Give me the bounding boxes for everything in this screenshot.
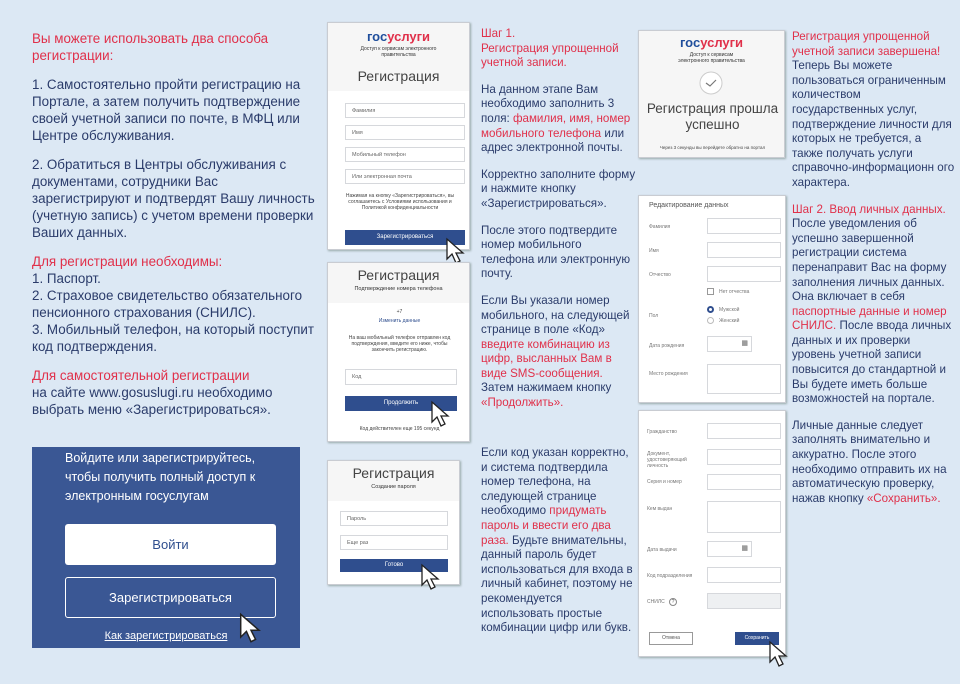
password-text: [481, 446, 636, 648]
redirect-note: Через 3 секунды вы перейдете обратно на портал: [659, 145, 766, 150]
paragraph: [481, 168, 636, 212]
password-title: Регистрация: [352, 465, 435, 481]
highlighted-text: Вы можете использовать два способа регистрации:: [32, 31, 269, 63]
cursor-icon: [768, 640, 790, 668]
body-text: 1. Паспорт. 2. Страховое свидетельство обязательного пенсионного страхования (СНИЛС). 3. Мобильный телефон, на который поступит код подтверждения.: [32, 271, 315, 354]
label-issue-date: Дата выдачи: [647, 547, 677, 553]
highlighted-text: Шаг 2. Ввод личных данных.: [792, 202, 946, 216]
gosuslugi-logo: [639, 35, 784, 50]
issue-date-input[interactable]: [707, 541, 752, 557]
step1-text: [481, 27, 636, 423]
confirm-subtitle: Подтверждение номера телефона: [354, 286, 443, 292]
body-text: После этого подтвердите номер мобильного телефона или электронную почту.: [481, 223, 631, 281]
step2-text: [792, 30, 955, 518]
label-document: Документ, удостоверяющий личность: [647, 451, 687, 469]
paragraph: [481, 224, 636, 282]
label-birthplace: Место рождения: [649, 371, 688, 377]
password-repeat-field[interactable]: Еще раз: [340, 535, 448, 550]
highlighted-text: «Продолжить».: [481, 396, 564, 410]
label-citizenship: Гражданство: [647, 429, 677, 435]
signin-button[interactable]: Войти: [65, 524, 276, 565]
confirm-info: На ваш мобильный телефон отправлен код подтверждения, введите его ниже, чтобы закончить регистрацию.: [348, 335, 451, 353]
paragraph: [792, 30, 955, 191]
body-text: Корректно заполните форму и нажмите кнопку «Зарегистрироваться».: [481, 167, 636, 210]
paragraph: [481, 27, 636, 71]
body-text: Затем нажимаем кнопку: [481, 381, 612, 395]
confirm-title: Регистрация: [357, 267, 440, 283]
series-number-input[interactable]: [707, 474, 781, 490]
highlighted-text: паспортные данные и номер СНИЛС.: [792, 304, 947, 333]
patronymic-input[interactable]: [707, 266, 781, 282]
help-icon[interactable]: ?: [669, 598, 677, 606]
passport-data-form: [638, 410, 786, 657]
highlighted-text: введите комбинацию из цифр, высланных Вам в виде SMS-сообщения.: [481, 337, 612, 380]
paragraph: [481, 446, 636, 636]
birthdate-input[interactable]: [707, 336, 752, 352]
body-text: или адрес электронной почты.: [481, 126, 625, 155]
success-screenshot: [638, 30, 785, 158]
logo-part-uslugi: услуги: [387, 29, 431, 44]
body-text: После ввода личных данных и их проверки уровень учетной записи повысится до стандартной и Вы будете иметь больше возможностей на портале.: [792, 319, 952, 406]
cancel-button[interactable]: Отмена: [649, 632, 693, 645]
paragraph: [32, 76, 317, 144]
terms-note: Нажимая на кнопку «Зарегистрироваться», вы соглашаетесь с Условиями использования и Политикой конфиденциальности: [345, 193, 455, 211]
paragraph: [32, 30, 317, 64]
body-text: 1. Самостоятельно пройти регистрацию на Портале, а затем получить подтверждение своей учетной записи по почте, в МФЦ или Центре обслуживания.: [32, 77, 301, 143]
paragraph: [481, 294, 636, 411]
change-data-link[interactable]: Изменить данные: [378, 318, 421, 324]
personal-data-form: [638, 195, 786, 403]
birthplace-input[interactable]: [707, 364, 781, 394]
logo-part-gos: гос: [366, 29, 388, 44]
female-label: Женский: [719, 318, 740, 324]
document-input[interactable]: [707, 449, 781, 465]
cursor-icon: [430, 400, 452, 428]
body-text: Если код указан корректно, и система подтвердила номер телефона, на следующей странице необходимо: [481, 446, 629, 518]
check-icon: [699, 71, 723, 95]
paragraph: [32, 253, 317, 355]
paragraph: [32, 156, 317, 241]
highlighted-text: Регистрация упрощенной учетной записи завершена!: [792, 30, 941, 58]
no-patronymic-label: Нет отчества: [719, 289, 750, 295]
surname-input[interactable]: [707, 218, 781, 234]
highlighted-text: придумать пароль и ввести его два раза.: [481, 504, 611, 547]
paragraph: [792, 203, 955, 407]
form-title: Редактирование данных: [649, 202, 729, 209]
cursor-icon: [420, 563, 442, 591]
registration-screenshot: [327, 22, 470, 250]
name-input[interactable]: [707, 242, 781, 258]
highlighted-text: Шаг 1. Регистрация упрощенной учетной записи.: [481, 27, 619, 70]
body-text: На данном этапе Вам необходимо заполнить 3 поля:: [481, 82, 615, 125]
phone-field[interactable]: Мобильный телефон: [345, 147, 465, 162]
logo-part-uslugi: услуги: [700, 35, 744, 50]
logo-subtitle: Доступ к сервисам электронного правительства: [360, 46, 437, 58]
cursor-icon: [238, 612, 264, 644]
calendar-icon[interactable]: ▦: [741, 340, 748, 347]
logo-subtitle: Доступ к сервисам электронного правительства: [678, 52, 745, 64]
registration-title: Регистрация: [357, 68, 440, 84]
done-button[interactable]: Готово: [340, 559, 448, 572]
label-birthdate: Дата рождения: [649, 343, 685, 349]
cursor-icon: [445, 237, 467, 265]
body-text: Будьте внимательны, данный пароль будет использоваться для входа в личный кабинет, поэтому не рекомендуется использовать простые комбинации цифр или букв.: [481, 533, 633, 635]
female-radio[interactable]: [707, 317, 714, 324]
intro-text: [32, 30, 317, 430]
phone-number: +7: [396, 309, 403, 315]
success-title: Регистрация прошла успешно: [646, 101, 779, 132]
highlighted-text: Для самостоятельной регистрации: [32, 368, 250, 383]
logo-part-gos: гос: [679, 35, 701, 50]
email-field[interactable]: Или электронная почта: [345, 169, 465, 184]
body-text: 2. Обратиться в Центры обслуживания с документами, сотрудники Вас зарегистрируют и подтвердят Вашу личность (учетную запись) с учетом времени проверки Ваших данных.: [32, 157, 315, 240]
label-snils: СНИЛС: [647, 599, 665, 605]
issued-by-input[interactable]: [707, 501, 781, 533]
continue-button[interactable]: Продолжить: [345, 396, 457, 411]
body-text: После уведомления об успешно завершенной регистрации система перенаправит Вас на форму заполнения личных данных. Она включает в себя: [792, 217, 947, 304]
label-issued-by: Кем выдан: [647, 506, 673, 512]
save-button[interactable]: Сохранить: [735, 632, 779, 645]
snils-input[interactable]: [707, 593, 781, 609]
highlighted-text: «Сохранить».: [866, 491, 941, 505]
body-text: Теперь Вы можете пользоваться ограниченным количеством государственных услуг, подтверждение личности для которых не требуется, а также получать услуги справочно-информационн ого характера.: [792, 59, 955, 189]
label-patronymic: Отчество: [649, 272, 671, 278]
no-patronymic-checkbox[interactable]: [707, 288, 714, 295]
name-field[interactable]: Имя: [345, 125, 465, 140]
paragraph: [32, 367, 317, 418]
highlighted-text: фамилия, имя, номер мобильного телефона: [481, 111, 631, 140]
code-timer: Код действителен еще 195 секунд: [359, 426, 440, 432]
password-subtitle: Создание пароля: [371, 484, 416, 490]
citizenship-input[interactable]: [707, 423, 781, 439]
surname-field[interactable]: Фамилия: [345, 103, 465, 118]
register-button[interactable]: Зарегистрироваться: [345, 230, 465, 245]
paragraph: [481, 83, 636, 156]
calendar-icon[interactable]: ▦: [741, 545, 748, 552]
label-gender: Пол: [649, 313, 659, 319]
login-prompt: Войдите или зарегистрируйтесь, чтобы получить полный доступ к электронным госуслугам: [65, 451, 256, 503]
label-surname: Фамилия: [649, 224, 671, 230]
male-radio[interactable]: [707, 306, 714, 313]
division-code-input[interactable]: [707, 567, 781, 583]
highlighted-text: Для регистрации необходимы:: [32, 254, 223, 269]
how-to-register-link[interactable]: Как зарегистрироваться: [104, 630, 228, 642]
register-button[interactable]: Зарегистрироваться: [65, 577, 276, 618]
body-text: Если Вы указали номер мобильного, на следующей странице в поле «Код»: [481, 293, 630, 337]
label-series-number: Серия и номер: [647, 479, 682, 485]
paragraph: [792, 419, 955, 507]
body-text: Личные данные следует заполнять внимательно и аккуратно. После этого необходимо отправить их на автоматическую проверку, нажав кнопку: [792, 418, 947, 505]
password-field[interactable]: Пароль: [340, 511, 448, 526]
code-field[interactable]: Код: [345, 369, 457, 385]
label-name: Имя: [649, 248, 659, 254]
gosuslugi-logo: [328, 29, 469, 44]
body-text: на сайте www.gosuslugi.ru необходимо выбрать меню «Зарегистрироваться».: [32, 385, 273, 417]
label-division-code: Код подразделения: [647, 573, 693, 579]
male-label: Мужской: [719, 307, 740, 313]
